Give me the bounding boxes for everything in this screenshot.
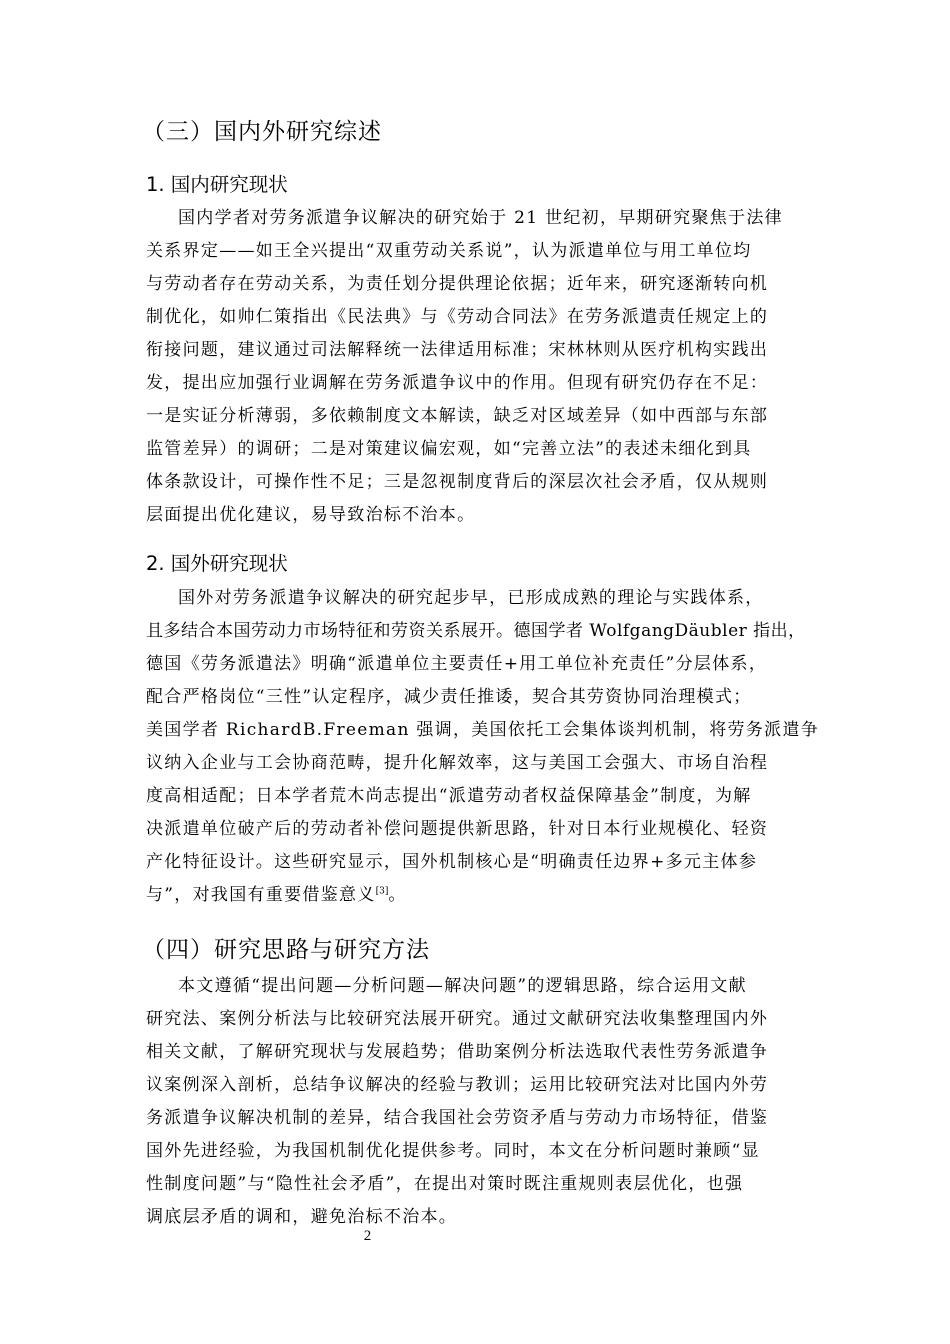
subsection-heading-domestic: 1. 国内研究现状 — [146, 173, 288, 196]
paragraph-line: 相关文献，了解研究现状与发展趋势；借助案例分析法选取代表性劳务派遣争 — [146, 1042, 769, 1062]
paragraph-line: 本文遵循“提出问题—分析问题—解决问题”的逻辑思路，综合运用文献 — [178, 976, 747, 996]
sentence-end: 。 — [388, 885, 407, 905]
paragraph-line: 发，提出应加强行业调解在劳务派遣争议中的作用。但现有研究仍存在不足： — [146, 373, 769, 393]
paragraph-foreign-research — [146, 582, 826, 912]
paragraph-line-text: 与”，对我国有重要借鉴意义 — [146, 885, 376, 905]
paragraph-line: 务派遣争议解决机制的差异，结合我国社会劳资矛盾与劳动力市场特征，借鉴 — [146, 1108, 769, 1128]
paragraph-line: 一是实证分析薄弱，多依赖制度文本解读，缺乏对区域差异（如中西部与东部 — [146, 406, 769, 426]
paragraph-line: 性制度问题”与“隐性社会矛盾”，在提出对策时既注重规则表层优化，也强 — [146, 1174, 744, 1194]
paragraph-line: 制优化，如帅仁策指出《民法典》与《劳动合同法》在劳务派遣责任规定上的 — [146, 307, 769, 327]
paragraph-line: 美国学者 RichardB.Freeman 强调，美国依托工会集体谈判机制，将劳务派遣争 — [146, 720, 819, 740]
paragraph-domestic-research — [146, 202, 826, 532]
paragraph-line: 衔接问题，建议通过司法解释统一法律适用标准；宋林林则从医疗机构实践出 — [146, 340, 769, 360]
paragraph-line: 国外先进经验，为我国机制优化提供参考。同时，本文在分析问题时兼顾“显 — [146, 1141, 760, 1161]
paragraph-research-methods — [146, 970, 826, 1234]
section-heading-literature-review: （三）国内外研究综述 — [142, 119, 382, 145]
paragraph-line: 配合严格岗位“三性”认定程序，减少责任推诿，契合其劳资协同治理模式； — [146, 687, 752, 707]
paragraph-line: 层面提出优化建议，易导致治标不治本。 — [146, 505, 476, 525]
paragraph-line: 监管差异）的调研；二是对策建议偏宏观，如“完善立法”的表述未细化到具 — [146, 439, 752, 459]
paragraph-line: 体条款设计，可操作性不足；三是忽视制度背后的深层次社会矛盾，仅从规则 — [146, 472, 769, 492]
paragraph-line: 产化特征设计。这些研究显示，国外机制核心是“明确责任边界+多元主体参 — [146, 852, 758, 872]
paragraph-line: 调底层矛盾的调和，避免治标不治本。 — [146, 1207, 458, 1227]
paragraph-line: 议案例深入剖析，总结争议解决的经验与教训；运用比较研究法对比国内外劳 — [146, 1075, 769, 1095]
paragraph-line: 关系界定——如王全兴提出“双重劳动关系说”，认为派遣单位与用工单位均 — [146, 241, 752, 261]
paragraph-line: 度高相适配；日本学者荒木尚志提出“派遣劳动者权益保障基金”制度，为解 — [146, 786, 752, 806]
paragraph-line: 研究法、案例分析法与比较研究法展开研究。通过文献研究法收集整理国内外 — [146, 1009, 769, 1029]
paragraph-line: 德国《劳务派遣法》明确“派遣单位主要责任+用工单位补充责任”分层体系， — [146, 654, 768, 674]
paragraph-line: 且多结合本国劳动力市场特征和劳资关系展开。德国学者 WolfgangDäubler 指出， — [146, 621, 806, 641]
page-number: 2 — [363, 1228, 372, 1244]
subsection-heading-foreign: 2. 国外研究现状 — [146, 552, 288, 575]
paragraph-line: 议纳入企业与工会协商范畴，提升化解效率，这与美国工会强大、市场自治程 — [146, 753, 769, 773]
section-heading-research-approach: （四）研究思路与研究方法 — [142, 937, 430, 963]
paragraph-line: 决派遣单位破产后的劳动者补偿问题提供新思路，针对日本行业规模化、轻资 — [146, 819, 769, 839]
paragraph-line: 与劳动者存在劳动关系，为责任划分提供理论依据；近年来，研究逐渐转向机 — [146, 274, 769, 294]
paragraph-line-last — [146, 879, 826, 912]
paragraph-line: 国内学者对劳务派遣争议解决的研究始于 21 世纪初，早期研究聚焦于法律 — [178, 208, 783, 228]
citation-marker: [3] — [375, 886, 389, 897]
paragraph-line: 国外对劳务派遣争议解决的研究起步早，已形成成熟的理论与实践体系， — [178, 588, 764, 608]
